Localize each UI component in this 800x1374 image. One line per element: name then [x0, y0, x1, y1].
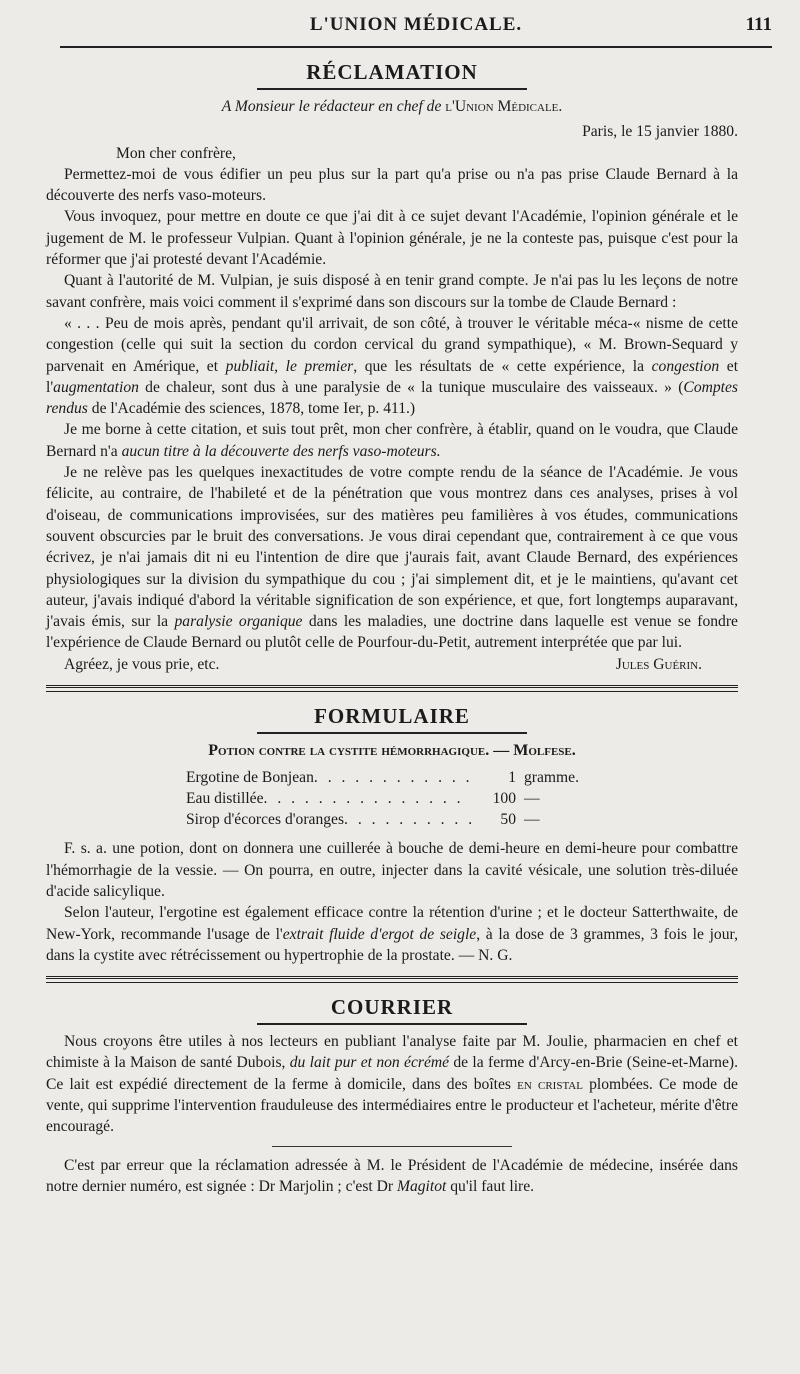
- letter-closing: Agréez, je vous prie, etc.: [64, 655, 220, 673]
- reclamation-title: RÉCLAMATION: [306, 60, 478, 84]
- letter-signature: Jules Guérin.: [615, 655, 702, 673]
- ingredient-quantity: 50: [500, 811, 516, 829]
- section-divider: [46, 685, 738, 692]
- quote-text: « . . . Peu de mois après, pendant qu'il arrivait, de son côté, à trouver le véritable méca-« nisme de cette congestion (celle qui suit la section du cordon cervical du grand sympathique), « M. Brown-Sequard y parvenait en Amérique, et: [46, 314, 738, 375]
- quote-text: , que les résultats de « cette expérience, la: [353, 357, 652, 375]
- ingredient-name: Eau distillée: [186, 790, 264, 808]
- header-rule: [60, 46, 772, 48]
- reclamation-paragraph-3: Quant à l'autorité de M. Vulpian, je suis disposé à en tenir grand compte. Je n'ai pas lu les leçons de notre savant confrère, mais voici comment il s'exprimé dans son discours sur la tombe de Claude Bernard :: [46, 272, 738, 311]
- courrier-paragraph-1: [46, 1031, 738, 1137]
- paragraph-emphasis: paralysie organique: [174, 613, 303, 631]
- quote-text: et l': [46, 357, 739, 396]
- ingredient-unit: —: [524, 790, 540, 808]
- formulaire-paragraph-2: [46, 902, 738, 966]
- ingredient-quantity: 100: [492, 790, 516, 808]
- reclamation-title-rule: [257, 88, 527, 90]
- paragraph-text: qu'il faut lire.: [446, 1177, 535, 1195]
- paragraph-text: Je me borne à cette citation, et suis tout prêt, mon cher confrère, à établir, quand on le voudra, que Claude Bernard n'a: [46, 421, 738, 460]
- running-title: L'UNION MÉDICALE.: [309, 14, 523, 35]
- paragraph-text: plombées. Ce mode de vente, qui supprime l'intervention frauduleuse des intermédiaires entre le producteur et l'acheteur, mérite d'être encouragé.: [46, 1075, 738, 1136]
- letter-signoff: [46, 654, 738, 675]
- paragraph-text: Selon l'auteur, l'ergotine est également efficace contre la rétention d'urine ; et le docteur Satterthwaite, de New-York, recommande l'usage de l': [46, 904, 738, 943]
- paragraph-text: , à la dose de 3 grammes, 3 fois le jour, dans la cystite avec rétrécissement ou hypertrophie de la prostate. — N. G.: [46, 925, 738, 964]
- address-prefix: A Monsieur le rédacteur en chef de: [221, 98, 446, 115]
- address-journal: l'Union Médicale.: [445, 98, 563, 115]
- paragraph-text: Nous croyons être utiles à nos lecteurs en publiant l'analyse faite par M. Joulie, pharmacien en chef et chimiste à la Maison de santé Dubois,: [46, 1033, 738, 1072]
- courrier-paragraph-2: [46, 1155, 738, 1198]
- spacer: [46, 830, 738, 838]
- quote-emphasis: augmentation: [53, 378, 139, 396]
- ingredient-quantity: 1: [508, 769, 516, 787]
- leader-dots: . . . . . . . . . . . .: [313, 769, 473, 787]
- ingredient-unit: —: [524, 811, 540, 829]
- quote-emphasis: Comptes rendus: [46, 378, 738, 418]
- paragraph-emphasis: Magitot: [396, 1177, 447, 1195]
- formulaire-title: FORMULAIRE: [314, 704, 470, 729]
- formulaire-title-rule: [257, 732, 527, 734]
- paragraph-emphasis: du lait pur et non écrémé: [289, 1054, 450, 1072]
- reclamation-paragraph-2: Vous invoquez, pour mettre en doute ce que j'ai dit à ce sujet devant l'Académie, l'opinion générale et le jugement de M. le professeur Vulpian. Quant à l'opinion générale, je ne la conteste pas, puisque c'est pour la réformer que j'ai protesté devant l'Académie.: [46, 208, 738, 269]
- reclamation-paragraph-1: Permettez-moi de vous édifier un peu plus sur la part qu'a prise ou n'a pas prise Claude Bernard à la découverte des nerfs vaso-moteurs.: [46, 165, 738, 205]
- recipe-row: [186, 788, 606, 809]
- quote-emphasis: congestion: [651, 357, 720, 375]
- reclamation-paragraph-5: [46, 462, 738, 654]
- page-number: 111: [745, 14, 772, 35]
- quote-emphasis: publiait, le premier: [225, 357, 354, 375]
- leader-dots: . . . . . . . . . . . . . . .: [263, 790, 464, 808]
- recipe-row: [186, 809, 606, 830]
- courrier-title: COURRIER: [330, 995, 454, 1020]
- paragraph-emphasis: aucun titre à la découverte des nerfs vaso-moteurs.: [121, 442, 441, 460]
- ingredient-name: Ergotine de Bonjean: [186, 769, 314, 787]
- quote-text: de chaleur, sont dus à une paralysie de « la tunique musculaire des vaisseaux. » (: [138, 378, 684, 396]
- ingredient-name: Sirop d'écorces d'oranges: [186, 811, 345, 829]
- ingredient-unit: gramme.: [524, 769, 579, 787]
- section-divider: [46, 976, 738, 983]
- paragraph-text: dans les maladies, une doctrine dans laquelle est venue se fondre l'expérience de Claude Bernard ou plutôt celle de Pourfour-du-Petit, autrement interprétée que par lui.: [46, 613, 738, 652]
- paragraph-emphasis: extrait fluide d'ergot de seigle: [282, 925, 477, 943]
- recipe-list: [186, 767, 606, 830]
- quote-text: de l'Académie des sciences, 1878, tome Ier, p. 411.): [87, 400, 416, 418]
- reclamation-address: [46, 96, 738, 117]
- letter-greeting: Mon cher confrère,: [116, 144, 236, 162]
- courrier-title-rule: [257, 1023, 527, 1025]
- formulaire-subtitle: Potion contre la cystite hémorrhagique. — Molfese.: [208, 742, 576, 760]
- leader-dots: . . . . . . . . . .: [344, 811, 476, 829]
- paragraph-text: de la ferme d'Arcy-en-Brie (Seine-et-Marne). Ce lait est expédié directement de la ferme à domicile, dans des boîtes: [46, 1054, 738, 1093]
- letter-date: Paris, le 15 janvier 1880.: [582, 123, 738, 141]
- reclamation-quote: [46, 313, 738, 419]
- recipe-row: [186, 767, 606, 788]
- page-header: [60, 12, 772, 46]
- paragraph-text: C'est par erreur que la réclamation adressée à M. le Président de l'Académie de médecine, insérée dans notre dernier numéro, est signée : Dr Marjolin ; c'est Dr: [46, 1156, 738, 1195]
- page-content: [46, 58, 738, 1197]
- formulaire-paragraph-1: F. s. a. une potion, dont on donnera une cuillerée à bouche de demi-heure en demi-heure pour combattre l'hémorrhagie de la vessie. — On pourra, en outre, injecter dans la cavité vésicale, une solution très-diluée d'acide salicylique.: [46, 840, 738, 900]
- short-divider: [272, 1146, 512, 1147]
- paragraph-small-caps: en cristal: [517, 1075, 583, 1093]
- paragraph-text: Je ne relève pas les quelques inexactitudes de votre compte rendu de la séance de l'Académie. Je vous félicite, au contraire, de l'habileté et de la pénétration que vous montrez dans ces analyses, prises à vol d'oiseau, de communications improvisées, sur des matières peu familières à vos études, communications souvent obscurcies par le bruit des conversations. Je vous dirai cependant que, contrairement à ce que vous écrivez, je n'ai jamais dit ni eu l'intention de dire que j'aurais fait, avant Claude Bernard, des expériences physiologiques sur la division du sympathique du cou ; j'ai simplement dit, et je le maintiens, qu'avant cet auteur, j'avais indiqué d'abord la véritable signification de son expérience, et que, fort longtemps auparavant, j'avais émis, sur la: [46, 464, 738, 631]
- reclamation-paragraph-4: [46, 419, 738, 462]
